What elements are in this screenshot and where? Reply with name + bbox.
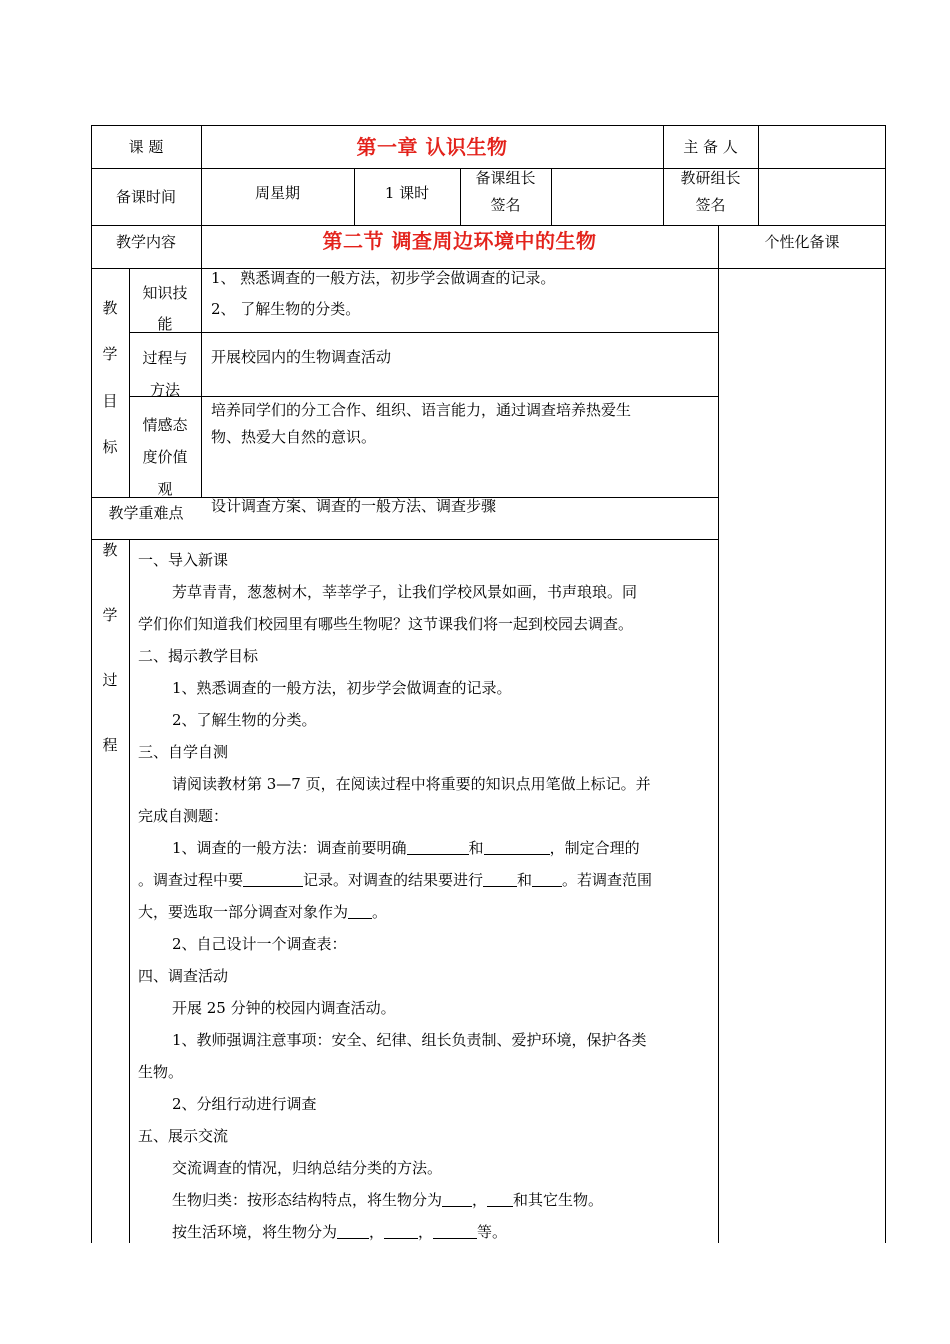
fill-blank xyxy=(407,836,469,855)
row-divider xyxy=(129,396,719,397)
section-heading: 三、自学自测 xyxy=(138,743,229,761)
paragraph: 学们你们知道我们校园里有哪些生物呢？这节课我们将一起到校园去调查。 xyxy=(138,615,634,633)
text-span: 和其它生物。 xyxy=(513,1191,604,1209)
table-border-right xyxy=(885,125,886,1243)
process-label-line1: 过程与 xyxy=(142,349,188,367)
personal-notes-column-divider xyxy=(718,225,719,1243)
paragraph: 生物。 xyxy=(138,1063,184,1081)
research-leader-sign-label-line1: 教研组长 xyxy=(680,169,741,187)
text-span: 等。 xyxy=(477,1223,508,1241)
col-divider xyxy=(551,168,552,225)
row-divider xyxy=(91,539,719,540)
col-divider xyxy=(129,539,130,1243)
knowledge-label-line1: 知识技 xyxy=(142,284,188,302)
emotion-text-line2: 物、热爱大自然的意识。 xyxy=(211,428,377,446)
text-span: ， xyxy=(418,1223,434,1241)
group-leader-sign-label-line1: 备课组长 xyxy=(475,169,536,187)
knowledge-item-1: 1、 熟悉调查的一般方法，初步学会做调查的记录。 xyxy=(211,269,556,287)
emotion-label-line1: 情感态 xyxy=(142,416,188,434)
objective-item: 1、熟悉调查的一般方法，初步学会做调查的记录。 xyxy=(172,679,512,697)
classification-line-2 xyxy=(138,1216,712,1248)
quiz-question-2: 2、自己设计一个调查表： xyxy=(172,935,347,953)
fill-blank xyxy=(337,1220,369,1239)
key-points-label: 教学重难点 xyxy=(108,504,184,522)
text-span: 1、调查的一般方法：调查前要明确 xyxy=(172,839,407,857)
text-span: 记录。对调查的结果要进行 xyxy=(303,871,484,889)
objectives-label-char: 标 xyxy=(102,438,118,456)
quiz-question-1 xyxy=(138,832,712,864)
knowledge-item-2: 2、 了解生物的分类。 xyxy=(211,300,361,318)
weekday-label: 周星期 xyxy=(254,184,300,202)
table-border-left xyxy=(91,125,92,1243)
row-divider xyxy=(129,332,719,333)
section-title: 第二节 调查周边环境中的生物 xyxy=(322,229,597,253)
quiz-question-1-cont xyxy=(138,896,712,928)
section-heading: 四、调查活动 xyxy=(138,967,229,985)
process-text: 开展校园内的生物调查活动 xyxy=(211,348,392,366)
paragraph: 请阅读教材第 3—7 页，在阅读过程中将重要的知识点用笔做上标记。并 xyxy=(172,775,651,793)
paragraph: 交流调查的情况，归纳总结分类的方法。 xyxy=(172,1159,443,1177)
objectives-label-char: 教 xyxy=(102,299,118,317)
fill-blank xyxy=(483,868,517,887)
text-span: 和 xyxy=(517,871,533,889)
fill-blank xyxy=(442,1188,472,1207)
fill-blank xyxy=(243,868,303,887)
objective-item: 2、了解生物的分类。 xyxy=(172,711,317,729)
content-label: 教学内容 xyxy=(115,233,176,251)
text-span: 按生活环境，将生物分为 xyxy=(172,1223,338,1241)
emotion-text-line1: 培养同学们的分工合作、组织、语言能力，通过调查培养热爱生 xyxy=(211,401,632,419)
fill-blank xyxy=(532,868,562,887)
section-heading: 一、导入新课 xyxy=(138,551,229,569)
quiz-question-1-cont xyxy=(138,864,712,896)
col-divider xyxy=(201,268,202,497)
preparer-value xyxy=(759,137,885,157)
process-label-char: 学 xyxy=(102,606,118,624)
process-label-line2: 方法 xyxy=(149,381,180,399)
chapter-title: 第一章 认识生物 xyxy=(356,135,508,159)
row-divider xyxy=(91,225,886,226)
teaching-process-body xyxy=(138,544,712,1248)
text-span: 。若调查范围 xyxy=(562,871,653,889)
research-leader-sign-label-line2: 签名 xyxy=(695,196,726,214)
fill-blank xyxy=(384,1220,418,1239)
paragraph: 开展 25 分钟的校园内调查活动。 xyxy=(172,999,396,1017)
text-span: ， xyxy=(369,1223,385,1241)
emotion-label-line3: 观 xyxy=(157,480,173,498)
table-border-top xyxy=(91,125,886,126)
text-span: 。调查过程中要 xyxy=(138,871,244,889)
personal-notes-label: 个性化备课 xyxy=(764,233,840,251)
fill-blank xyxy=(348,900,372,919)
paragraph: 2、分组行动进行调查 xyxy=(172,1095,317,1113)
text-span: 大，要选取一部分调查对象作为 xyxy=(138,903,349,921)
text-span: ， xyxy=(472,1191,488,1209)
knowledge-label-line2: 能 xyxy=(157,315,173,333)
text-span: 和 xyxy=(468,839,484,857)
process-label-char: 程 xyxy=(102,736,118,754)
fill-blank xyxy=(487,1188,513,1207)
objectives-label-char: 目 xyxy=(102,392,118,410)
periods-label: 1 课时 xyxy=(384,184,430,202)
process-label-char: 教 xyxy=(102,541,118,559)
key-points-text: 设计调查方案、调查的一般方法、调查步骤 xyxy=(211,497,497,515)
preparer-label: 主 备 人 xyxy=(683,138,738,156)
text-span: 生物归类：按形态结构特点，将生物分为 xyxy=(172,1191,443,1209)
classification-line-1 xyxy=(138,1184,712,1216)
section-heading: 五、展示交流 xyxy=(138,1127,229,1145)
section-heading: 二、揭示教学目标 xyxy=(138,647,259,665)
paragraph: 完成自测题： xyxy=(138,807,229,825)
text-span: ，制定合理的 xyxy=(549,839,640,857)
paragraph: 芳草青青，葱葱树木，莘莘学子，让我们学校风景如画，书声琅琅。同 xyxy=(172,583,638,601)
group-leader-sign-label-line2: 签名 xyxy=(490,196,521,214)
emotion-label-line2: 度价值 xyxy=(142,448,188,466)
prep-time-label: 备课时间 xyxy=(115,188,176,206)
fill-blank xyxy=(484,836,550,855)
topic-label: 课 题 xyxy=(128,138,164,156)
paragraph: 1、教师强调注意事项：安全、纪律、组长负责制、爱护环境，保护各类 xyxy=(172,1031,647,1049)
text-span: 。 xyxy=(372,903,388,921)
process-label-char: 过 xyxy=(102,671,118,689)
fill-blank xyxy=(433,1220,477,1239)
objectives-label-char: 学 xyxy=(102,345,118,363)
